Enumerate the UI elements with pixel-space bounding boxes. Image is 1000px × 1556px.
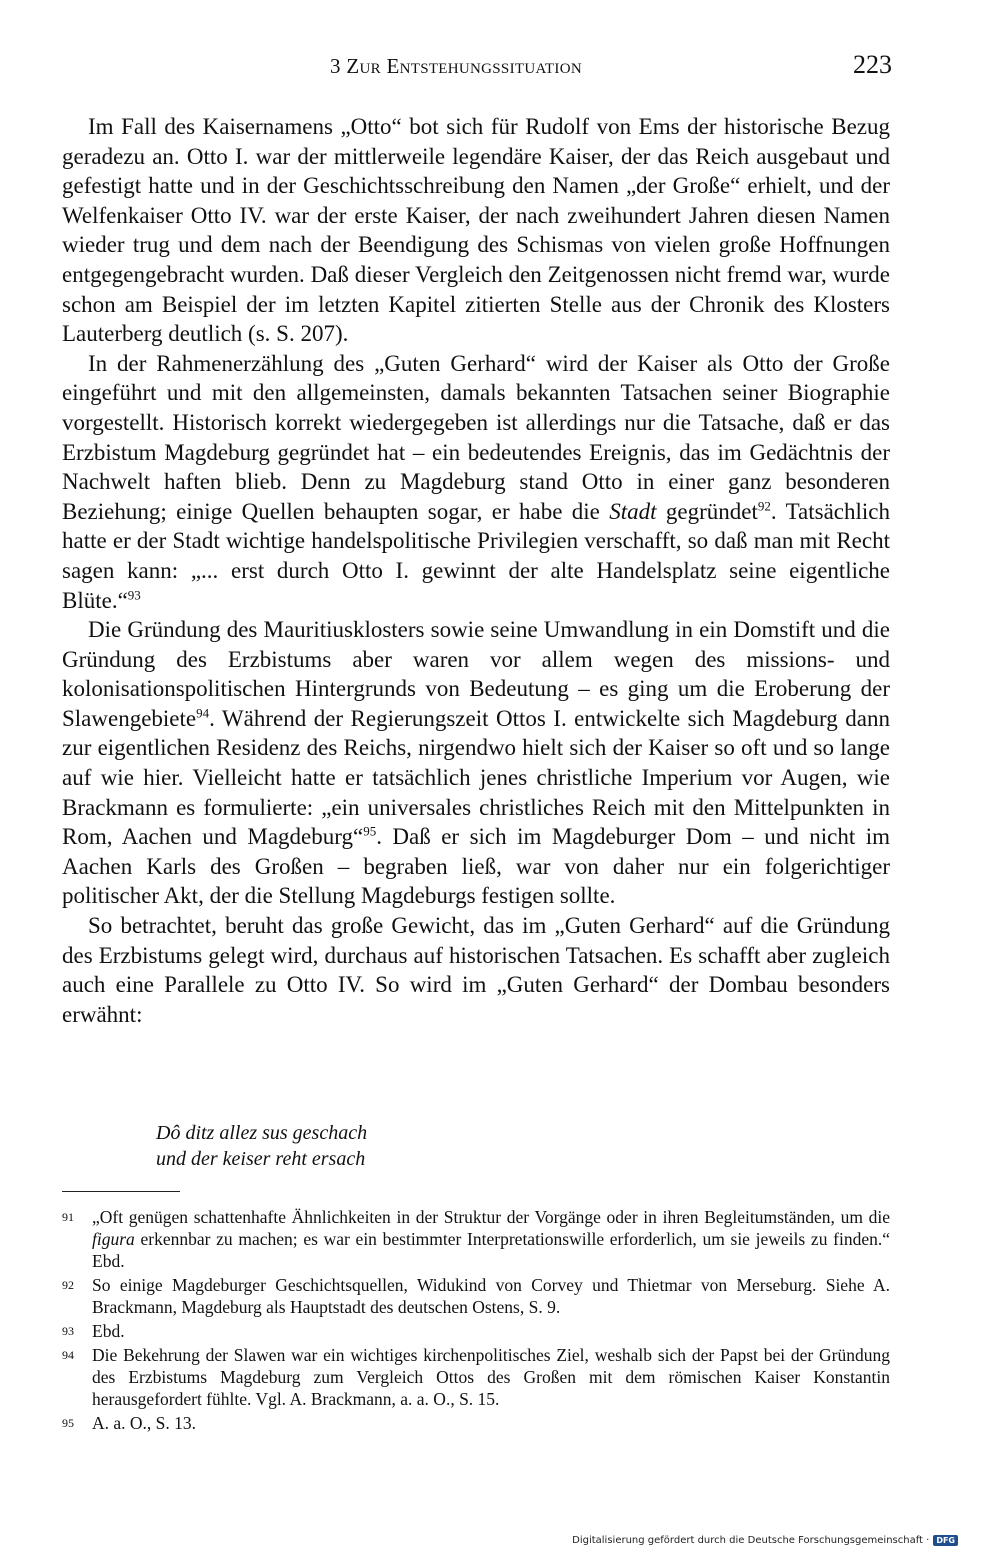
text-run: gegründet — [656, 498, 758, 524]
text-run: . Während der Regierungszeit Ottos I. entwickelte sich Magdeburg dann zur eigentlichen Residenz des Reichs, nirgendwo hielt sich der Kaiser so oft und so lange auf wie hier. Vielleicht hatte er tatsächlich jenes christliche Imperium vor Augen, wie Brackmann es formulierte: „ein universales christliches Reich mit den Mittelpunkten in Rom, Aachen und Magdeburg“ — [62, 705, 890, 850]
text-run: Die Gründung des Mauritiusklosters sowie seine Umwandlung in ein Domstift und die Gründung des Erzbistums aber waren vor allem wegen des missions- und kolonisationspolitischen Hintergrunds von Bedeutung – es ging um die Eroberung der Slawengebiete — [62, 617, 890, 731]
text-run: Ebd. — [92, 1321, 125, 1341]
verse-line-1: Dô ditz allez sus geschach — [156, 1122, 368, 1144]
dfg-logo: DFG — [933, 1535, 958, 1546]
digitization-footer — [572, 1535, 958, 1546]
verse-quote — [156, 1120, 367, 1172]
text-run: erkennbar zu machen; es war ein bestimmter Interpretationswille erforderlich, um sie jeweils zu finden.“ Ebd. — [92, 1229, 890, 1271]
footnote-ref-92: 92 — [757, 498, 771, 514]
footnote-number: 92 — [62, 1278, 74, 1292]
footnote-ref-94: 94 — [196, 705, 210, 721]
page-header — [80, 50, 892, 86]
footer-text: Digitalisierung gefördert durch die Deutsche Forschungsgemeinschaft · — [572, 1535, 930, 1546]
emphasis-stadt: Stadt — [609, 498, 657, 524]
text-run: So betrachtet, beruht das große Gewicht, das im „Guten Gerhard“ auf die Gründung des Erzbistums gelegt wird, durchaus auf historischen Tatsachen. Es schafft aber zugleich auch eine Parallele zu Otto IV. So wird im „Guten Gerhard“ der Dombau besonders erwähnt: — [62, 913, 890, 1027]
text-run: Im Fall des Kaisernamens „Otto“ bot sich für Rudolf von Ems der historische Bezug geradezu an. Otto I. war der mittlerweile legendäre Kaiser, der das Reich ausgebaut und gefestigt hatte und in der Geschichtsschreibung den Namen „der Große“ erhielt, und der Welfenkaiser Otto IV. war der erste Kaiser, der nach zweihundert Jahren diesen Namen wieder trug und dem nach der Beendigung des Schismas von vielen große Hoffnungen entgegengebracht wurden. Daß dieser Vergleich den Zeitgenossen nicht fremd war, wurde schon am Beispiel der im letzten Kapitel zitierten Stelle aus der Chronik des Klosters Lauterberg deutlich (s. S. 207). — [62, 114, 890, 347]
footnote-ref-93: 93 — [127, 586, 141, 602]
text-run: . Tatsächlich hatte er der Stadt wichtige handelspolitische Privilegien verschafft, so daß man mit Recht sagen kann: „... erst durch Otto I. gewinnt der alte Handelsplatz seine eigentliche Blüte.“ — [62, 498, 890, 613]
footnote-number: 95 — [62, 1416, 74, 1430]
paragraph-3 — [62, 615, 890, 911]
body-text — [62, 112, 890, 1029]
text-run: In der Rahmenerzählung des „Guten Gerhard“ wird der Kaiser als Otto der Große eingeführt und mit den allgemeinsten, damals bekannten Tatsachen seiner Biographie vorgestellt. Historisch korrekt wiedergegeben ist allerdings nur die Tatsache, daß er das Erzbistum Magdeburg gegründet hat – ein bedeutendes Ereignis, das im Gedächtnis der Nachwelt haften blieb. Denn zu Magdeburg stand Otto in einer ganz besonderen Beziehung; einige Quellen behaupten sogar, er habe die — [62, 350, 890, 524]
paragraph-2 — [62, 349, 890, 615]
footnote-94 — [62, 1344, 890, 1410]
footnote-number: 91 — [62, 1210, 74, 1224]
footnote-number: 94 — [62, 1348, 74, 1362]
footnote-divider — [62, 1191, 180, 1192]
text-run: A. a. O., S. 13. — [92, 1413, 197, 1433]
paragraph-1 — [62, 112, 890, 349]
footnote-92 — [62, 1274, 890, 1318]
footnotes — [62, 1206, 890, 1436]
text-run: Die Bekehrung der Slawen war ein wichtiges kirchenpolitisches Ziel, weshalb sich der Papst bei der Gründung des Erzbistums Magdeburg zum Vergleich Ottos des Großen mit dem römischen Kaiser Konstantin herausgefordert fühlte. Vgl. A. Brackmann, a. a. O., S. 15. — [92, 1345, 890, 1409]
text-run: So einige Magdeburger Geschichtsquellen, Widukind von Corvey und Thietmar von Merseburg. Siehe A. Brackmann, Magdeburg als Hauptstadt des deutschen Ostens, S. 9. — [92, 1275, 890, 1317]
text-run: . Daß er sich im Magdeburger Dom – und nicht im Aachen Karls des Großen – begraben ließ, war von daher nur ein folgerichtiger politischer Akt, der die Stellung Magdeburgs festigen sollte. — [62, 824, 890, 909]
paragraph-4 — [62, 911, 890, 1029]
text-run: „Oft genügen schattenhafte Ähnlichkeiten in der Struktur der Vorgänge oder in ihren Begleitumständen, um die — [92, 1207, 890, 1227]
footnote-95 — [62, 1412, 890, 1434]
footnote-ref-95: 95 — [363, 823, 377, 839]
page-number: 223 — [853, 50, 892, 79]
running-head: 3 Zur Entstehungssituation — [330, 54, 582, 78]
emphasis-figura: figura — [92, 1229, 135, 1249]
footnote-number: 93 — [62, 1324, 74, 1338]
footnote-91 — [62, 1206, 890, 1272]
verse-line-2: und der keiser reht ersach — [156, 1148, 366, 1170]
footnote-93 — [62, 1320, 890, 1342]
